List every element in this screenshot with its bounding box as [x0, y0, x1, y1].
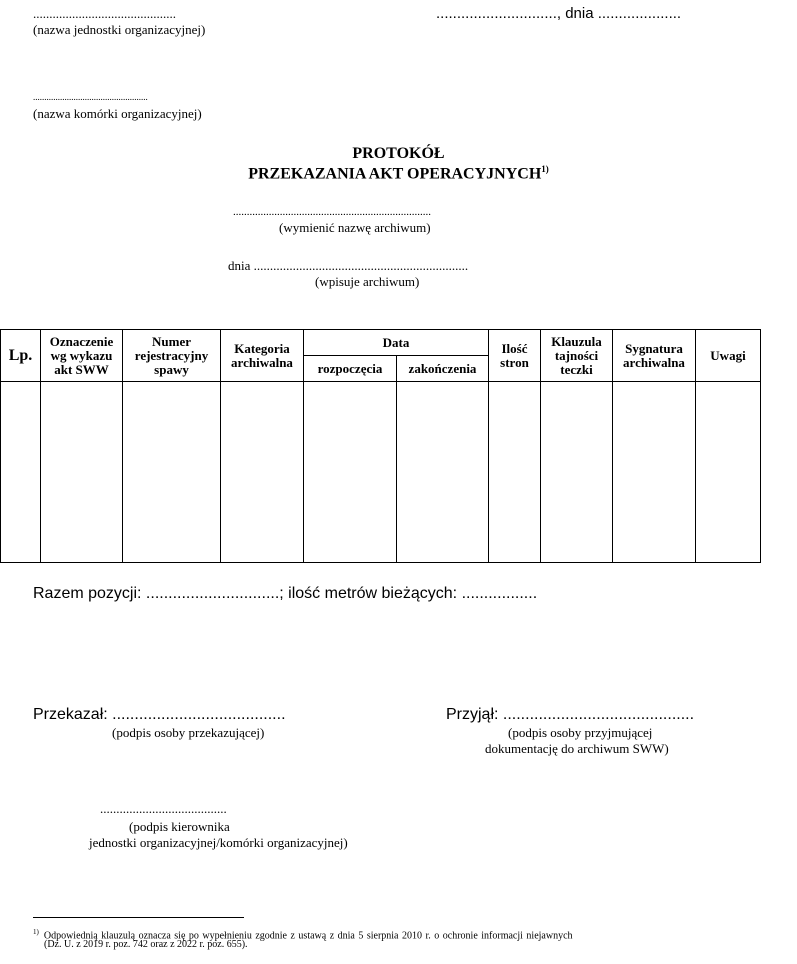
przekazal-caption: (podpis osoby przekazującej): [112, 725, 265, 740]
kierownik-dots: .......................................: [100, 801, 227, 816]
cell-name-dots: ...................................................: [33, 92, 148, 102]
unit-name-caption: (nazwa jednostki organizacyjnej): [33, 22, 206, 37]
przyjal-caption-1: (podpis osoby przyjmującej: [508, 725, 653, 740]
przyjal-caption-2: dokumentację do archiwum SWW): [485, 741, 669, 756]
archive-date-caption: (wpisuje archiwum): [315, 274, 420, 289]
summary-line: Razem pozycji: ..............................; ilość metrów bieżących: .................: [33, 585, 538, 602]
unit-name-dots: ............................................: [33, 6, 176, 21]
col-sygnatura: Sygnatura archiwalna: [613, 330, 696, 382]
cell-rozpoczecia[interactable]: [304, 382, 397, 563]
cell-ilosc[interactable]: [489, 382, 541, 563]
doc-title-line1: PROTOKÓŁ: [352, 145, 445, 162]
doc-title-text: PRZEKAZANIA AKT OPERACYJNYCH: [248, 165, 542, 183]
col-zakonczenia: zakończenia: [397, 356, 489, 382]
cell-zakonczenia[interactable]: [397, 382, 489, 563]
transfer-table: [0, 329, 761, 563]
col-lp: Lp.: [1, 330, 41, 382]
col-ilosc: Ilość stron: [489, 330, 541, 382]
archive-caption: (wymienić nazwę archiwum): [279, 220, 431, 235]
cell-klauzula[interactable]: [541, 382, 613, 563]
footnote-line2: (Dz. U. z 2019 r. poz. 742 oraz z 2022 r. poz. 655).: [44, 939, 248, 950]
col-kategoria: Kategoria archiwalna: [221, 330, 304, 382]
cell-oznaczenie[interactable]: [41, 382, 123, 563]
col-numer: Numer rejestracyjny spawy: [123, 330, 221, 382]
cell-uwagi[interactable]: [696, 382, 761, 563]
place-date: ............................., dnia ....................: [436, 5, 682, 22]
doc-title-line2: [0, 164, 797, 183]
col-data: Data: [304, 330, 489, 356]
footnote-ref: 1): [541, 164, 549, 174]
przyjal-line: Przyjął: ...........................................: [446, 706, 695, 723]
footnote-text: Odpowiednią klauzulą oznacza się po wypełnieniu zgodnie z ustawą z dnia 5 sierpnia 2010 r. o ochronie informacji niejawnych: [43, 930, 573, 942]
cell-name-caption: (nazwa komórki organizacyjnej): [33, 106, 202, 121]
cell-kategoria[interactable]: [221, 382, 304, 563]
col-rozpoczecia: rozpoczęcia: [304, 356, 397, 382]
col-klauzula: Klauzula tajności teczki: [541, 330, 613, 382]
archive-date: dnia ..................................................................: [228, 258, 469, 273]
col-uwagi: Uwagi: [696, 330, 761, 382]
footnote-separator: [33, 917, 244, 918]
archive-dots: ........................................................................: [233, 206, 431, 218]
kierownik-caption-1: (podpis kierownika: [129, 819, 230, 834]
cell-numer[interactable]: [123, 382, 221, 563]
table-row: [1, 382, 761, 563]
col-oznaczenie: Oznaczenie wg wykazu akt SWW: [41, 330, 123, 382]
kierownik-caption-2: jednostki organizacyjnej/komórki organizacyjnej): [89, 835, 348, 850]
przekazal-line: Przekazał: .......................................: [33, 706, 286, 723]
cell-sygnatura[interactable]: [613, 382, 696, 563]
footnote-mark: 1): [33, 928, 39, 936]
cell-lp[interactable]: [1, 382, 41, 563]
